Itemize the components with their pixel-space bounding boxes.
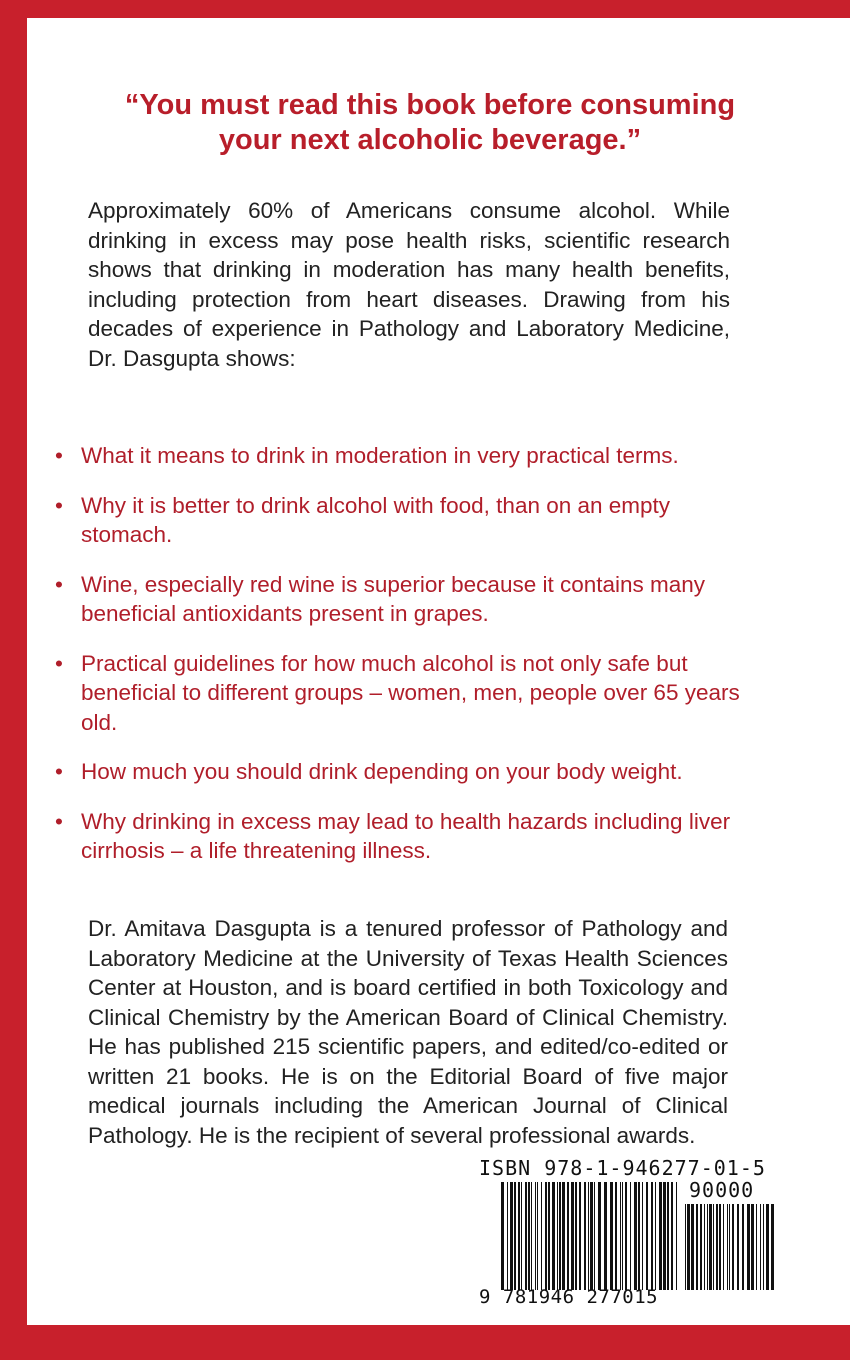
barcode-bar [584, 1182, 586, 1290]
list-item [55, 441, 755, 471]
barcode-bar [716, 1204, 718, 1290]
headline-line-1: “You must read this book before consuming [124, 89, 736, 121]
barcode-bar [571, 1182, 574, 1290]
back-cover [27, 18, 850, 1325]
barcode-bar [663, 1182, 666, 1290]
list-item [55, 491, 755, 550]
bullet-icon: • [55, 443, 63, 468]
barcode-bar [709, 1204, 712, 1290]
barcode-bar [545, 1182, 547, 1290]
bullet-text: How much you should drink depending on your body weight. [81, 759, 683, 784]
barcode-bar [667, 1182, 669, 1290]
barcode-bar [642, 1182, 643, 1290]
list-item [55, 757, 755, 787]
barcode-bar [610, 1182, 613, 1290]
barcode-bar [557, 1182, 558, 1290]
barcode-bar [625, 1182, 627, 1290]
barcode-bar [742, 1204, 744, 1290]
headline-line-2: your next alcoholic beverage.” [218, 124, 642, 156]
bullet-icon: • [55, 808, 63, 834]
author-bio: Dr. Amitava Dasgupta is a tenured professor of Pathology and Laboratory Medicine at the University of Texas Health Sciences Center at Houston, and is board certified in both Toxicology and Clinical Chemistry by the American Board of Clinical Chemistry. He has published 215 scientific papers, and edited/co-edited or written 21 books. He is on the Editorial Board of five major medical journals including the American Journal of Clinical Pathology. He is the recipient of several professional awards. [88, 916, 728, 1148]
ean-barcode-icon [501, 1182, 681, 1290]
barcode-bar [594, 1182, 595, 1290]
barcode-bar [687, 1204, 690, 1290]
barcode-bar [671, 1182, 673, 1290]
barcode-bar [548, 1182, 550, 1290]
barcode-bar [510, 1182, 513, 1290]
barcode-bar [760, 1204, 761, 1290]
list-item [55, 649, 755, 738]
barcode-bar [685, 1204, 686, 1290]
barcode-bar [575, 1182, 577, 1290]
barcode-bar [634, 1182, 637, 1290]
barcode-bar [518, 1182, 520, 1290]
isbn-number: ISBN 978-1-946277-01-5 [479, 1156, 766, 1180]
barcode-bar [747, 1204, 750, 1290]
barcode-bar [525, 1182, 527, 1290]
barcode-bar [567, 1182, 569, 1290]
list-item [55, 570, 755, 629]
bullet-icon: • [55, 571, 63, 597]
barcode-bar [704, 1204, 705, 1290]
barcode-bar [737, 1204, 739, 1290]
ean-digits: 9 781946 277015 [479, 1286, 659, 1308]
barcode-bar [700, 1204, 702, 1290]
list-item [55, 807, 755, 866]
barcode-bar [751, 1204, 754, 1290]
bullet-text: What it means to drink in moderation in very practical terms. [81, 443, 679, 468]
barcode-bar [514, 1182, 516, 1290]
barcode-bar [707, 1204, 708, 1290]
barcode-bar [521, 1182, 522, 1290]
intro-paragraph: Approximately 60% of Americans consume alcohol. While drinking in excess may pose health risks, scientific research shows that drinking in moderation has many health benefits, including protection from heart diseases. Drawing from his decades of experience in Pathology and Laboratory Medicine, Dr. Dasgupta shows: [88, 198, 730, 371]
barcode-bar [507, 1182, 508, 1290]
barcode-bar [696, 1204, 698, 1290]
barcode-bar [590, 1182, 593, 1290]
barcode-bar [651, 1182, 653, 1290]
barcode-bar [756, 1204, 757, 1290]
barcode-bar [763, 1204, 764, 1290]
barcode-bar [713, 1204, 714, 1290]
barcode-bar [501, 1182, 504, 1290]
barcode-bar [691, 1204, 694, 1290]
barcode-bar [528, 1182, 530, 1290]
barcode-bar [732, 1204, 734, 1290]
barcode-bar [604, 1182, 607, 1290]
barcode-bar [620, 1182, 621, 1290]
barcode-bar [655, 1182, 656, 1290]
bullet-text: Practical guidelines for how much alcohol is not only safe but beneficial to different groups – women, men, people over 65 years old. [81, 650, 740, 735]
barcode-bar [766, 1204, 769, 1290]
price-addon-barcode-icon [685, 1204, 777, 1290]
barcode-bar [676, 1182, 677, 1290]
barcode-bar [537, 1182, 538, 1290]
barcode-bar [719, 1204, 721, 1290]
barcode-bar [588, 1182, 589, 1290]
barcode-bar [579, 1182, 581, 1290]
bullet-icon: • [55, 650, 63, 676]
barcode-bar [659, 1182, 662, 1290]
barcode-bar [723, 1204, 724, 1290]
bullet-text: Why it is better to drink alcohol with food, than on an empty stomach. [81, 492, 671, 547]
bullet-icon: • [55, 759, 63, 784]
barcode-bar [638, 1182, 640, 1290]
bullet-text: Why drinking in excess may lead to health hazards including liver cirrhosis – a life threatening illness. [81, 808, 731, 863]
headline-quote [27, 88, 833, 158]
benefits-list [55, 441, 755, 886]
barcode-bar [630, 1182, 631, 1290]
bullet-text: Wine, especially red wine is superior because it contains many beneficial antioxidants present in grapes. [81, 571, 706, 626]
price-code: 90000 [689, 1178, 755, 1202]
barcode-bar [552, 1182, 555, 1290]
barcode-bar [541, 1182, 542, 1290]
barcode-bar [598, 1182, 601, 1290]
barcode-bar [622, 1182, 623, 1290]
barcode-bar [615, 1182, 617, 1290]
barcode-bar [729, 1204, 730, 1290]
isbn-barcode [471, 1156, 795, 1316]
barcode-bar [559, 1182, 561, 1290]
barcode-bar [771, 1204, 774, 1290]
bullet-icon: • [55, 492, 63, 518]
barcode-bar [535, 1182, 536, 1290]
barcode-bar [531, 1182, 532, 1290]
barcode-bar [646, 1182, 648, 1290]
barcode-bar [562, 1182, 565, 1290]
barcode-bar [727, 1204, 728, 1290]
